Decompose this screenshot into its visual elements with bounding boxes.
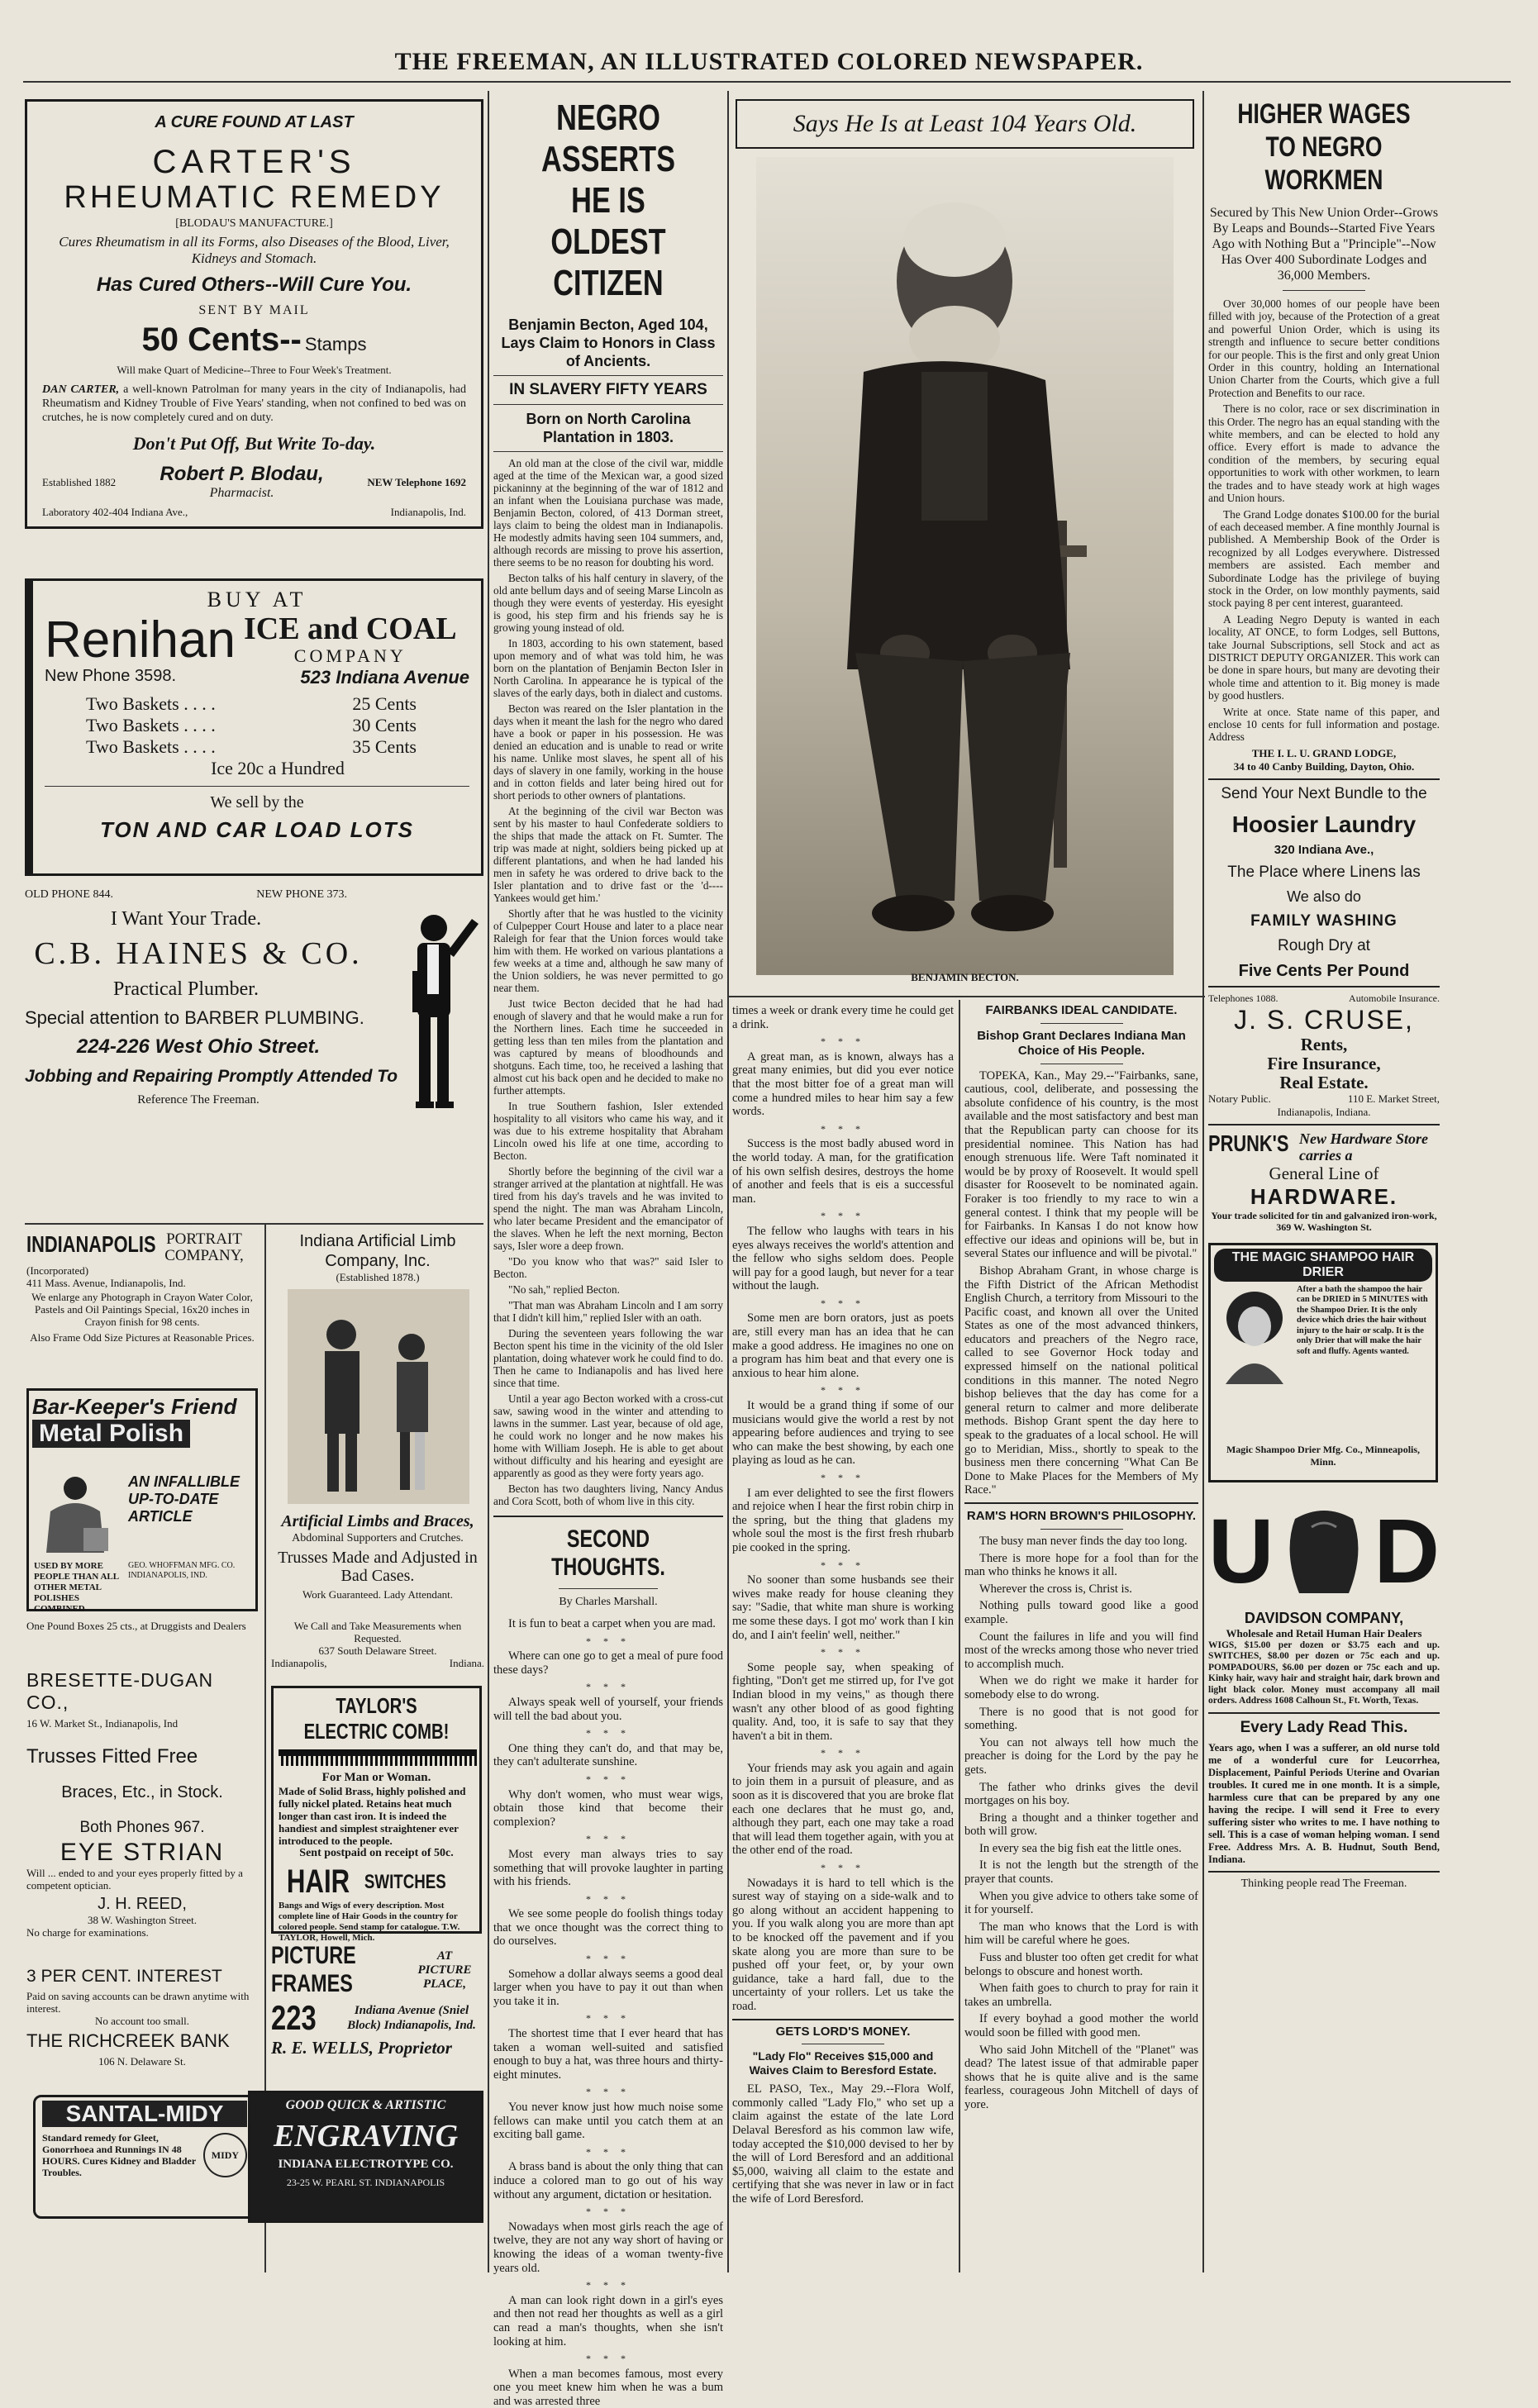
eye-text: Will ... ended to and your eyes properly fitted by a competent optician. xyxy=(26,1867,243,1892)
carter-dan-text: a well-known Patrolman for many years in the city of Indianapolis, had Rheumatism and Kidney Trouble of Five Years' standing, when not confined to bed was on crutches, he is now completely cured and on duty. xyxy=(42,383,466,424)
carter-lab: Laboratory 402-404 Indiana Ave., xyxy=(42,506,188,518)
barkeeper-title: Bar-Keeper's Friend xyxy=(32,1394,237,1419)
richcreek-address: 106 N. Delaware St. xyxy=(98,2055,186,2068)
photo-bottom-rule xyxy=(727,996,1205,997)
eye-title: EYE STRIAN xyxy=(60,1839,225,1866)
right-column xyxy=(1208,98,1440,2279)
column-rule xyxy=(959,1000,960,2272)
limb-est: (Established 1878.) xyxy=(336,1271,420,1283)
prunk-text: Your trade solicited for tin and galvanized iron-work, 369 W. Washington St. xyxy=(1211,1209,1437,1233)
wages-address-1: THE I. L. U. GRAND LODGE, xyxy=(1251,746,1397,759)
masthead: THE FREEMAN, AN ILLUSTRATED COLORED NEWSPAPER. xyxy=(394,48,1144,75)
thought-paragraph: Where can one go to get a meal of pure food these days? xyxy=(493,1649,723,1677)
article-paragraph: During the seventeen years following the war Becton spent his time in the vicinity of the old Isler plantation, doing whatever work he could find to do. Then he came to Indianapolis and has lived here since that time. xyxy=(493,1327,723,1389)
limb-title: Indiana Artificial Limb Company, Inc. xyxy=(299,1232,456,1270)
renihan-sell: We sell by the xyxy=(210,793,304,811)
ramshorn-paragraph: Fuss and bluster too often get credit for what belongs to obscure and honest worth. xyxy=(964,1951,1198,1978)
limb-h2: Abdominal Supporters and Crutches. xyxy=(292,1532,464,1544)
plumber-figure-icon xyxy=(393,905,483,1120)
thought-paragraph: When a man becomes famous, most every one you meet knew him when he was a bum and was arrested three xyxy=(493,2367,723,2408)
ramshorn-paragraph: In every sea the big fish eat the little ones. xyxy=(979,1841,1182,1855)
article-body xyxy=(493,457,723,1507)
article-paragraph: "Do you know who that was?" said Isler to Becton. xyxy=(493,1255,723,1280)
portrait-address: 411 Mass. Avenue, Indianapolis, Ind. xyxy=(26,1277,186,1289)
limb-call: We Call and Take Measurements when Requested. xyxy=(293,1620,462,1644)
haines-ref: Reference The Freeman. xyxy=(137,1093,260,1106)
ramshorn-paragraph: When faith goes to church to pray for rain it takes an umbrella. xyxy=(964,1982,1198,2009)
lady-title: Every Lady Read This. xyxy=(1240,1718,1408,1736)
bresette-address: 16 W. Market St., Indianapolis, Ind xyxy=(26,1717,179,1730)
carter-cured: Has Cured Others--Will Cure You. xyxy=(96,274,412,296)
haines-want: I Want Your Trade. xyxy=(110,908,262,930)
article-paragraph: "That man was Abraham Lincoln and I am sorry that I didn't kill him," replied Isler with an oath. xyxy=(493,1299,723,1324)
hair-switch-icon xyxy=(1278,1502,1369,1601)
richcreek-text: Paid on saving accounts can be drawn anytime with interest. xyxy=(26,1990,250,2015)
second-thoughts-byline: By Charles Marshall. xyxy=(559,1596,658,1608)
limb-h3: Trusses Made and Adjusted in Bad Cases. xyxy=(278,1549,478,1585)
portrait-city: INDIANAPOLIS xyxy=(26,1231,156,1257)
fairbanks-paragraph: Bishop Abraham Grant, in whose charge is the Fifth District of the African Methodist English Church, a territory from Missouri to the Pacific coast, and known all over the United States as one of the most advanced thinkers, educators and preachers of the Negro race, called to see Governor Hock today and expressed himself on the national political conditions in this manner. The noted Negro bishop believes that the day has come for a general return to calmer and more deliberate methods. Bishop Grant spent the day here to speak to the graduates of a local school. He will go to Meridian, Miss., shortly to speak to the business men there concerning "What Can Be Done to Make Places for the Members of My Race." xyxy=(964,1263,1198,1497)
haines-address: 224-226 West Ohio Street. xyxy=(76,1035,321,1058)
richcreek-name: THE RICHCREEK BANK xyxy=(26,2030,230,2051)
shampoo-text: After a bath the shampoo the hair can be DRIED in 5 MINUTES with the Shampoo Drier. It is the only device which dries the hair without injury to the hair or scalp. It is the only Drier that will make the hair soft and fluffy. Agents wanted. xyxy=(1297,1284,1428,1356)
oldest-citizen-article xyxy=(493,98,723,2408)
cruse-estate: Real Estate. xyxy=(1279,1072,1369,1092)
carter-dont: Don't Put Off, But Write To-day. xyxy=(132,433,376,454)
ramshorn-paragraph: It is not the length but the strength of the prayer that counts. xyxy=(964,1858,1198,1887)
richcreek-interest: 3 PER CENT. INTEREST xyxy=(26,1967,222,1986)
gets-title: GETS LORD'S MONEY. xyxy=(775,2024,911,2039)
fairbanks-column xyxy=(964,1004,1198,2281)
haines-old-phone: OLD PHONE 844. xyxy=(25,888,113,901)
wages-paragraph: There is no color, race or sex discrimination in this Order. The negro has an equal standing with the white members, and can be elected to hold any office. Every effort is made to advance the condition of the members, by securing equal opportunities to work with other workmen, to learn the trades and to have steady work at high wages and Union hours. xyxy=(1208,402,1440,505)
renihan-phone: New Phone 3598. xyxy=(45,667,177,685)
wages-address-2: 34 to 40 Canby Building, Dayton, Ohio. xyxy=(1233,759,1415,773)
gets-deck: "Lady Flo" Receives $15,000 and Waives Claim to Beresford Estate. xyxy=(749,2049,937,2077)
richcreek-ad xyxy=(26,1967,258,2091)
portrait-also: Also Frame Odd Size Pictures at Reasonable Prices. xyxy=(30,1331,255,1344)
column-rule xyxy=(488,91,489,2272)
ramshorn-paragraph: If every boyhad a good mother the world would soon be filled with good men. xyxy=(964,2012,1198,2039)
limb-city-left: Indianapolis, xyxy=(271,1657,327,1669)
article-paragraph: Shortly after that he was hustled to the vicinity of Culpepper Court House and later to a place near Raleigh for fear that the Union forces would take him with them. He worked on various plantations a few weeks at a time and, although he saw many of the Union soldiers, he was never permitted to go near them. xyxy=(493,907,723,994)
thought-paragraph: We see some people do foolish things today that we once thought was the correct thing to do ourselves. xyxy=(493,1907,723,1949)
comb-icon xyxy=(279,1748,477,1768)
thought-paragraph: Why don't women, who must wear wigs, obtain those kind that become their complexion? xyxy=(493,1787,723,1829)
santal-title: SANTAL-MIDY xyxy=(42,2101,247,2127)
comb-ad xyxy=(271,1686,482,1943)
ramshorn-paragraph: The man who knows that the Lord is with him will be careful where he goes. xyxy=(964,1920,1198,1948)
lady-text: Years ago, when I was a sufferer, an old nurse told me of a wonderful cure for Leucorrhea, Displacement, Painful Periods Uterine and Ovarian troubles. It cured me in one month. It is a simple, harmless cure that can be prepared by any one having the recipe. I will send it Free to every suffering sister who writes to me. I have nothing to sell. This is a case of woman helping woman. I send Free. Address Mrs. A. B. Hudnut, South Bend, Indiana. xyxy=(1208,1741,1440,1865)
fairbanks-title: FAIRBANKS IDEAL CANDIDATE. xyxy=(985,1003,1178,1017)
davidson-text: WIGS, $15.00 per dozen or $3.75 each and up. SWITCHES, $8.00 per dozen or 75c each and up. POMPADOURS, $6.00 per dozen or 75c each and up. Kinky hair, wavy hair and straight hair, dark brown and light black color. Money must accompany all mail orders. Address 1608 Calhoun St., Ft. Worth, Texas. xyxy=(1208,1639,1440,1706)
frames-name: R. E. WELLS, Proprietor xyxy=(271,2038,452,2058)
limb-city-right: Indiana. xyxy=(449,1657,484,1669)
ramshorn-paragraph: The father who drinks gives the devil mortgages on his boy. xyxy=(964,1780,1198,1808)
renihan-lots: TON AND CAR LOAD LOTS xyxy=(100,817,414,842)
cruse-city: Indianapolis, Indiana. xyxy=(1277,1105,1371,1118)
wages-paragraph: The Grand Lodge donates $100.00 for the burial of each deceased member. A fine monthly Journal is published. A Membership Book of the Order is recognized by all Lodges everywhere. Distressed members are assisted. Each member and Subordinate Lodge has the privilege of buying stock in the Order, on low monthly payments, said stock paying 8 per cent interest, guaranteed. xyxy=(1208,507,1440,610)
frames-ad xyxy=(271,1942,484,2082)
barkeeper-slogan: AN INFALLIBLE UP-TO-DATE ARTICLE xyxy=(128,1473,240,1525)
davidson-initial-left: U xyxy=(1208,1500,1274,1602)
renihan-name: Renihan xyxy=(45,612,236,669)
carter-city: Indianapolis, Ind. xyxy=(390,506,466,518)
laundry-address: 320 Indiana Ave., xyxy=(1274,842,1374,857)
thought-paragraph: No sooner than some husbands see their wives make ready for house cleaning they say: "Sadie, that white man shure is working me some these days. I got mo' work than I kin do, and I ain't feelin' well, neither." xyxy=(732,1573,954,1642)
shampoo-maker: Magic Shampoo Drier Mfg. Co., Minneapolis, Minn. xyxy=(1226,1443,1421,1468)
limb-ad xyxy=(271,1231,484,1620)
limb-h1: Artificial Limbs and Braces, xyxy=(281,1512,474,1530)
thought-paragraph: Most every man always tries to say something that will provoke laughter in parting with his friends. xyxy=(493,1847,723,1889)
engraving-top: GOOD QUICK & ARTISTIC xyxy=(285,2098,446,2112)
ramshorn-paragraph: Count the failures in life and you will find most of the wrecks among those who never tried to accomplish much. xyxy=(964,1630,1198,1671)
article-paragraph: Until a year ago Becton worked with a cross-cut saw, sawing wood in the winter and attending to lawns in the summer. Last year, because of old age, he could work no longer and he now makes his home with William Joseph. He is able to get about without difficulty and his hearing and eyesight are apparently as good as they were forty years ago. xyxy=(493,1392,723,1479)
wages-title: HIGHER WAGES TO NEGRO WORKMEN xyxy=(1237,98,1411,196)
bresette-name: BRESETTE-DUGAN CO., xyxy=(26,1669,214,1713)
renihan-divider xyxy=(45,786,469,787)
article-deck: Benjamin Becton, Aged 104, Lays Claim to Honors in Class of Ancients. xyxy=(501,316,716,369)
renihan-ice-price: Ice 20c a Hundred xyxy=(211,758,345,778)
article-paragraph: At the beginning of the civil war Becton was sent by his master to haul Confederate soldiers to the ships that made the attack on Ft. Sumter. The trip was made at night, soldiers being picked up at different plantations, and when he had landed his men in safety he was ordered to drive back to the Isler plantation and to drive fast or the 'd---- Yankees would get him.' xyxy=(493,805,723,904)
cruse-rents: Rents, xyxy=(1300,1034,1348,1054)
article-paragraph: Becton has two daughters living, Nancy Andus and Cora Scott, both of whom live in this city. xyxy=(493,1482,723,1507)
wages-deck: Secured by This New Union Order--Grows By Leaps and Bounds--Started Five Years Ago with Nothing But a "Principle"--Now Has Over 400 Subordinate Lodges and 36,000 Members. xyxy=(1209,206,1439,283)
santal-badge: MIDY xyxy=(203,2133,247,2177)
carter-ad xyxy=(25,99,483,529)
portrait-text: We enlarge any Photograph in Crayon Water Color, Pastels and Oil Paintings Special, 16x20 inches in Crayon finish for 98 cents. xyxy=(31,1291,253,1328)
carter-stamps: Stamps xyxy=(304,334,367,355)
laundry-name: Hoosier Laundry xyxy=(1231,811,1417,837)
carter-kicker: A CURE FOUND AT LAST xyxy=(155,113,354,131)
thought-paragraph: Some men are born orators, just as poets are, still every man has an idea that he can make a good address. He imagines no one on a program has him beat and that every one is anxious to hear him alone. xyxy=(732,1311,954,1380)
comb-for: For Man or Woman. xyxy=(321,1771,431,1784)
cruse-fire: Fire Insurance, xyxy=(1267,1053,1381,1073)
prunk-name: PRUNK'S xyxy=(1208,1130,1289,1156)
haines-name: C.B. HAINES & CO. xyxy=(34,936,363,971)
laundry-send: Send Your Next Bundle to the xyxy=(1221,784,1427,802)
bresette-phones: Both Phones 967. xyxy=(79,1819,205,1836)
ramshorn-paragraph: Nothing pulls toward good like a good example. xyxy=(964,1599,1198,1626)
davidson-initial-right: D xyxy=(1374,1500,1440,1602)
laundry-family: FAMILY WASHING xyxy=(1250,911,1398,930)
limb-ad-footer xyxy=(271,1620,484,1678)
ramshorn-paragraph: Bring a thought and a thinker together and both will grow. xyxy=(964,1811,1198,1839)
gets-text: EL PASO, Tex., May 29.--Flora Wolf, commonly called "Lady Flo," who set up a claim against the estate of the late Lord Delaval Beresford as his common law wife, today accepted the $10,000 devised to her by the will of Lord Beresford and an additional $5,000, waiving all claim to the estate and certifying that she was never in law or in fact the wife of Lord Beresford. xyxy=(732,2082,954,2206)
barkeeper-maker: GEO. WHOFFMAN MFG. CO. INDIANAPOLIS, IND. xyxy=(128,1561,236,1580)
cruse-address: 110 E. Market Street, xyxy=(1347,1092,1440,1105)
renihan-row: Two Baskets . . . . 30 Cents xyxy=(86,715,417,735)
davidson-name: DAVIDSON COMPANY, xyxy=(1244,1609,1404,1626)
carter-price: 50 Cents-- xyxy=(141,321,302,358)
masthead-rule xyxy=(23,81,1511,83)
ramshorn-paragraph: When we do right we make it harder for somebody else to do wrong. xyxy=(964,1674,1198,1701)
frames-address: Indiana Avenue (Sniel Block) Indianapolis, Ind. xyxy=(347,2004,476,2032)
shampoo-ad xyxy=(1208,1243,1438,1482)
carter-pharm-name: Robert P. Blodau, xyxy=(160,463,324,485)
comb-text: Made of Solid Brass, highly polished and fully nickel plated. Retains heat much longer than cast iron. It is indeed the handiest and simplest straightener ever introduced to the people. xyxy=(279,1785,466,1847)
portrait-ad xyxy=(26,1231,258,1397)
thought-paragraph: Your friends may ask you again and again to join them in a pursuit of pleasure, and as soon as it is discovered that you are broke flat each one declares that he must go, and, although they part, each one may take a road that will lead them together again, with you at the other end of the road. xyxy=(732,1761,954,1858)
eye-exam: No charge for examinations. xyxy=(26,1926,149,1939)
barkeeper-sub: Metal Polish xyxy=(32,1420,190,1448)
article-paragraph: In true Southern fashion, Isler extended hospitality to all visitors who came his way, and it was due to his extreme hospitality that Abraham Lincoln owed his life at one time, according to Becton. xyxy=(493,1100,723,1162)
comb-switches: SWITCHES xyxy=(364,1870,446,1893)
thought-paragraph: The shortest time that I ever heard that has taken a woman well-suited and satisfied enough to buy a hat, was three hours and thirty-eight minutes. xyxy=(493,2027,723,2082)
second-thoughts-title: SECOND THOUGHTS. xyxy=(551,1525,665,1581)
haines-new-phone: NEW PHONE 373. xyxy=(256,888,347,901)
santal-ad xyxy=(33,2095,256,2219)
limb-photo xyxy=(288,1289,469,1504)
renihan-address: 523 Indiana Avenue xyxy=(300,667,469,688)
ramshorn-paragraph: Wherever the cross is, Christ is. xyxy=(979,1582,1132,1596)
article-paragraph: Just twice Becton decided that he had had enough of slavery and that he would make a run for the Northern lines. Each time he succeeded in getting less than ten miles from the plantation and was captured by means of bloodhounds and shotguns. Each time, too, he received a lashing that almost cut his back open and he decided to make no further attempts. xyxy=(493,997,723,1097)
haines-jobbing: Jobbing and Repairing Promptly Attended To xyxy=(25,1067,398,1086)
barkeeper-used: USED BY MORE PEOPLE THAN ALL OTHER METAL POLISHES COMBINED xyxy=(34,1561,119,1614)
eye-address: 38 W. Washington Street. xyxy=(88,1914,197,1926)
laundry-rough: Rough Dry at xyxy=(1278,936,1370,954)
lady-footer: Thinking people read The Freeman. xyxy=(1240,1877,1407,1890)
wages-paragraph: Over 30,000 homes of our people have been filled with joy, because of the Protection of a great and powerful Union Order, which is using its strength and influence to secure better conditions for our people. This is the first and only great Union Order in this country, holding an International Union Charter from the Courts, which give a full Protection and Benefits to our race. xyxy=(1208,297,1440,399)
carter-quart: Will make Quart of Medicine--Three to Four Week's Treatment. xyxy=(117,364,392,376)
comb-sent: Sent postpaid on receipt of 50c. xyxy=(299,1847,454,1859)
comb-title: TAYLOR'S ELECTRIC COMB! xyxy=(303,1693,450,1744)
thought-paragraph: Somehow a dollar always seems a good deal larger when you have to pay it out than when you take it in. xyxy=(493,1967,723,2008)
cruse-notary: Notary Public. xyxy=(1208,1092,1271,1105)
carter-dan: DAN CARTER, xyxy=(42,383,120,396)
thought-paragraph: Always speak well of yourself, your friends will tell the bad about you. xyxy=(493,1695,723,1723)
engraving-sub: INDIANA ELECTROTYPE CO. xyxy=(278,2158,454,2171)
wages-paragraph: Write at once. State name of this paper, and enclose 10 cents for full information and postage. Address xyxy=(1208,705,1440,744)
photo-caption: Says He Is at Least 104 Years Old. xyxy=(793,110,1137,137)
second-thoughts-body: It is fun to beat a carpet when you are mad. * * * Where can one go to get a meal of pure food these days? * * * Always speak well of yourself, your friends will tell the bad about you. * * * One thing they can't do, and that may be, they can't adulterate sunshine. * * * Why don't women, who must wear wigs, obtain those kind that become their complexion? * * * Most every man always tries to say something that will provoke laughter in parting with his friends. * * * We see some people do foolish things today that we once thought was the correct thing to do ourselves. * * * Somehow a dollar always seems a good deal larger when you have to pay it out than when you take it in. * * * The shortest time that I ever heard that has taken a woman well-suited and satisfied enough to buy a hat, was three hours and thirty-eight minutes. * * * You never know just how much noise some fellows can make until you catch them at an exciting ball game. * * * A brass band is about the only thing that can induce a colored man to go out of his way without any argument, dictation or hesitation. * * * Nowadays when most girls reach the age of twelve, they are not any way short of having or knowing the ideas of a woman twenty-five years old. * * * A man can look right down in a girl's eyes and then not read her thoughts as well as a girl can read a man's thoughts, when she isn't looking at him. * * * When a man becomes famous, most every one you meet knew him when he was a bum and was arrested three xyxy=(493,1617,723,2408)
column-rule xyxy=(1202,91,1204,2272)
thought-paragraph: I am ever delighted to see the first flowers and rejoice when I hear the first robin chirp in the spring, but the thing that gladens my whole soul the most is the first fresh rhubarb pie cooked in the spring. xyxy=(732,1486,954,1554)
wages-paragraph: A Leading Negro Deputy is wanted in each locality, AT ONCE, to form Lodges, sell Buttons, take Journal Subscriptions, sell Stock and act as DISTRICT DEPUTY ORGANIZER. This work can be done in spare hours, but many are devoting their whole time and attention to it. Big money is made by good hustlers. xyxy=(1208,612,1440,702)
person-polishing-icon xyxy=(34,1470,117,1561)
fairbanks-paragraph: TOPEKA, Kan., May 29.--"Fairbanks, sane, cautious, cool, deliberate, and possessing the absolute confidence of his country, is the most available and the most satisfactory and best man that the Republican party can choose for its presidential nominee. This Nation has had enough strenuous life. Were Taft nominated it would be by proxy of Roosevelt. It would spell disaster for Roosevelt to be nominated again. Foraker is too friendly to my race to win a general contest. I think that my people will be for Fairbanks. In Kansas I do not know how effective our ideas and opinions will be, but in several States our influence and will be pivotal." xyxy=(964,1068,1198,1261)
renihan-ice: ICE and COAL xyxy=(243,612,457,646)
eye-name: J. H. REED, xyxy=(98,1895,187,1913)
renihan-row: Two Baskets . . . . 35 Cents xyxy=(86,736,417,757)
davidson-sub: Wholesale and Retail Human Hair Dealers xyxy=(1226,1626,1422,1639)
prunk-hardware: HARDWARE. xyxy=(1250,1183,1398,1209)
thought-paragraph: You never know just how much noise some fellows can make until you catch them at an exciting ball game. xyxy=(493,2101,723,2142)
bresette-trusses: Trusses Fitted Free xyxy=(26,1745,198,1768)
carter-cures: Cures Rheumatism in all its Forms, also Diseases of the Blood, Liver, Kidneys and Stomach. xyxy=(59,234,450,266)
carter-pharm-title: Pharmacist. xyxy=(209,486,274,500)
frames-num: 223 xyxy=(271,1998,317,2037)
renihan-buy-at: BUY AT xyxy=(207,588,307,612)
cruse-auto: Automobile Insurance. xyxy=(1349,992,1440,1004)
thought-paragraph: Some people say, when speaking of fighting, "Don't get me stirred up, for I've got Indian blood in my veins," as though there wasn't any other blood of as good fighting quality. And, too, it is safe to say that they haven't a bit in them. xyxy=(732,1660,954,1743)
limb-address: 637 South Delaware Street. xyxy=(318,1644,437,1657)
cruse-phone: Telephones 1088. xyxy=(1208,992,1278,1004)
article-deck-3: Born on North Carolina Plantation in 1803. xyxy=(526,411,691,445)
eye-ad xyxy=(26,1839,258,1954)
fairbanks-deck: Bishop Grant Declares Indiana Man Choice of His People. xyxy=(977,1028,1186,1058)
comb-hair: HAIR xyxy=(286,1863,350,1900)
becton-photo xyxy=(756,157,1174,975)
santal-text: Standard remedy for Gleet, Gonorrhoea and Runnings IN 48 HOURS. Cures Kidney and Bladder Troubles. xyxy=(42,2132,196,2178)
article-paragraph: Becton was reared on the Isler plantation in the days when it meant the lash for the negro who dared have a book or paper in his possession. He was denied an education and is unable to read or write his name. Unlike most slaves, he spent all of his days of slavery in one family, working in the house and in cotton fields and later being hired out for short periods to other owners of plantations. xyxy=(493,702,723,802)
thought-paragraph: Success is the most badly abused word in the world today. A man, for the gratification of his own selfish desires, destroys the home of another and feels that is eis a successful man. xyxy=(732,1137,954,1206)
ramshorn-paragraph: There is no good that is not good for something. xyxy=(964,1705,1198,1733)
ramshorn-paragraph: There is more hope for a fool than for the man who thinks he knows it all. xyxy=(964,1551,1198,1579)
laundry-price: Five Cents Per Pound xyxy=(1238,961,1410,980)
thought-paragraph: It would be a grand thing if some of our musicians would give the world a rest by not appearing before audiences and trying to see who can make the best showing, by each one playing as loud as he can. xyxy=(732,1399,954,1468)
photo-caption-box xyxy=(736,99,1194,149)
article-paragraph: "No sah," replied Becton. xyxy=(508,1283,620,1296)
ramshorn-paragraph: The busy man never finds the day too long. xyxy=(979,1535,1188,1548)
ramshorn-title: RAM'S HORN BROWN'S PHILOSOPHY. xyxy=(966,1509,1197,1523)
cruse-name: J. S. CRUSE, xyxy=(1234,1004,1414,1035)
column-rule xyxy=(727,91,729,2272)
thought-paragraph: A brass band is about the only thing that can induce a colored man to go out of his way without any argument, dictation or hesitation. xyxy=(493,2160,723,2201)
portrait-name: PORTRAIT COMPANY, xyxy=(164,1230,244,1264)
engraving-title: ENGRAVING xyxy=(273,2119,459,2153)
renihan-ad xyxy=(25,578,483,876)
photo-label: BENJAMIN BECTON. xyxy=(911,971,1019,983)
article-paragraph: An old man at the close of the civil war, middle aged at the time of the Mexican war, a good sized pickaninny at the beginning of the war of 1812 and an infant when the Louisiana purchase was made, Benjamin Becton, colored, of 413 Dorman street, lays claim to being the oldest man in Indianapolis. He modestly admits having seen 104 summers, and, although records are missing to prove his assertion, there seems to be no reason for doubting his word. xyxy=(493,457,723,569)
frames-at: AT PICTURE PLACE, xyxy=(417,1949,472,1991)
laundry-place: The Place where Linens las xyxy=(1227,863,1421,881)
haines-special: Special attention to BARBER PLUMBING. xyxy=(25,1007,364,1028)
prunk-general: General Line of xyxy=(1269,1163,1379,1183)
engraving-addr: 23-25 W. PEARL ST. INDIANAPOLIS xyxy=(286,2177,445,2188)
ramshorn-paragraph: You can not always tell how much the preacher is doing for the Lord by the pay he gets. xyxy=(964,1735,1198,1777)
carter-manuf: [BLODAU'S MANUFACTURE.] xyxy=(175,217,333,230)
thought-paragraph: A man can look right down in a girl's eyes and then not read her thoughts as well as a girl can read a man's thoughts, when she isn't looking at him. xyxy=(493,2293,723,2349)
ramshorn-paragraph: Who said John Mitchell of the "Planet" was dead? The latest issue of that admirable paper shows that he is quite alive and is the same fearless, courageous John Mitchell of days of yore. xyxy=(964,2043,1198,2111)
article-headline: NEGRO ASSERTS HE IS OLDEST CITIZEN xyxy=(540,98,676,303)
carter-title-2: RHEUMATIC REMEDY xyxy=(64,180,445,215)
haines-ad xyxy=(25,888,483,1219)
thought-paragraph: Nowadays it is hard to tell which is the surest way of staying on a side-walk and to go along without an accident happening to you. If you walk along you are more than apt to be knocked off the pavement and if you skate along you are more than sure to be pushed off your feet, or, by your own guidance, take a hard fall, due to the uncertainty of your rollers. Let us take the road. xyxy=(732,1876,954,2013)
wages-body xyxy=(1208,297,1440,744)
woman-portrait-icon xyxy=(1217,1285,1292,1384)
carter-title: CARTER'S xyxy=(152,144,356,180)
carter-mail: SENT BY MAIL xyxy=(198,303,310,317)
thought-paragraph: One thing they can't do, and that may be, they can't adulterate sunshine. xyxy=(493,1741,723,1769)
bresette-braces: Braces, Etc., in Stock. xyxy=(61,1783,223,1801)
barkeeper-ad xyxy=(26,1388,258,1614)
laundry-also: We also do xyxy=(1287,888,1361,905)
thoughts-continued: times a week or drank every time he could get a drink. * * * A great man, as is known, always has a great many enimies, but did you ever notice that the most bitter foe of a great man will come a hundred miles to hear him say a few words. * * * Success is the most badly abused word in the world today. A man, for the gratification of his own selfish desires, destroys the home of another and feels that is eis a successful man. * * * The fellow who laughs with tears in his eyes always receives the world's attention and the fellow who sighs seldom does. People will pay for a good laugh, but never for a tear without the laugh. * * * Some men are born orators, just as poets are, still every man has an idea that he can make a good address. He imagines no one on a program has him beat and that every one is anxious to hear him alone. * * * It would be a grand thing if some of our musicians would give the world a rest by not appearing before audiences and trying to see who can make the best showing, by each one playing as loud as he can. * * * I am ever delighted to see the first flowers and rejoice when I hear the first robin chirp in the spring, but the thing that gladens my whole soul the most is the first fresh rhubarb pie cooked in the spring. * * * No sooner than some husbands see their wives make ready for house cleaning they say: "Sadie, that white man shure is working me some these days. I got mo' work than I kin do, and I ain't feelin' well, neither." * * * Some people say, when speaking of fighting, "Don't get me stirred up, for I've got Indian blood in my veins," as though there wasn't any other blood of as good fighting quality. And, too, it is safe to say that they haven't a bit in them. * * * Your friends may ask you again and again to join them in a pursuit of pleasure, and as soon as it is discovered that you are broke flat each one declares that he must go, and, although they part, each one may take a road that will lead them together again, with you at the other end of the road. * * * Nowadays it is hard to tell which is the surest way of staying on a side-walk and to go along without an accident happening to you. If you walk along you are more than apt to be knocked off the pavement and if you skate along you are more than sure to be pushed off your feet, or, by your own guidance, take a hard fall, due to the uncertainty of your rollers. Let us take the road. GETS LORD'S MONEY. "Lady Flo" Receives $15,000 and Waives Claim to Beresford Estate. EL PASO, Tex., May 29.--Flora Wolf, commonly called "Lady Flo," who set up a claim against the estate of the late Lord Delaval Beresford as his common law wife, today accepted the $10,000 devised to her by the will of Lord Beresford and an additional $5,000, waiving all claim to the estate and certifying that she was never in law or in fact the wife of Lord Beresford. xyxy=(732,1004,954,2206)
renihan-row: Two Baskets . . . . 25 Cents xyxy=(86,693,417,714)
article-deck-2: IN SLAVERY FIFTY YEARS xyxy=(509,381,707,398)
richcreek-account: No account too small. xyxy=(94,2015,190,2027)
engraving-ad xyxy=(248,2091,483,2223)
article-paragraph: Becton talks of his half century in slavery, of the old ante bellum days and of seeing Marse Lincoln as though they were events of yesterday. His eyesight is good, his step firm and his friends say he is growing young instead of old. xyxy=(493,572,723,634)
thought-paragraph: times a week or drank every time he could get a drink. xyxy=(732,1004,954,1031)
carter-phone: NEW Telephone 1692 xyxy=(367,475,466,488)
thought-paragraph: A great man, as is known, always has a great many enimies, but did you ever notice that the most bitter foe of a great man will come a hundred miles to hear him say a few words. xyxy=(732,1049,954,1119)
frames-title: PICTURE FRAMES xyxy=(271,1942,356,1997)
limb-work: Work Guaranteed. Lady Attendant. xyxy=(302,1588,453,1601)
thought-paragraph: It is fun to beat a carpet when you are mad. xyxy=(508,1617,716,1630)
thought-paragraph: The fellow who laughs with tears in his eyes always receives the world's attention and the fellow who sighs seldom does. People will pay for a good laugh, but never for a tear without the laugh. xyxy=(732,1224,954,1293)
bresette-ad xyxy=(26,1669,258,1836)
barkeeper-boxes: One Pound Boxes 25 cts., at Druggists and Dealers xyxy=(26,1620,246,1632)
article-paragraph: In 1803, according to his own statement, based upon memory and of what was told him, he was born on the plantation of Benjamin Becton Isler in North Carolina. In appearance he is typical of the slaves of the early days, both in dialect and customs. xyxy=(493,637,723,699)
portrait-inc: (Incorporated) xyxy=(26,1264,89,1277)
ramshorn-paragraph: When you give advice to others take some of it for yourself. xyxy=(964,1889,1198,1917)
carter-established: Established 1882 xyxy=(42,475,117,488)
renihan-company: COMPANY xyxy=(293,645,407,666)
left-divider xyxy=(25,1223,483,1225)
shampoo-title: THE MAGIC SHAMPOO HAIR DRIER xyxy=(1214,1249,1432,1282)
article-paragraph: Shortly before the beginning of the civil war a stranger arrived at the plantation at nightfall. He was tired from his day's travels and he was invited to spend the night. The man was Abraham Lincoln, who later became President and the emancipator of the slaves. When he left the next morning, Becton says, Isler wore a deep frown. xyxy=(493,1165,723,1252)
haines-trade: Practical Plumber. xyxy=(113,978,259,1000)
thought-paragraph: Nowadays when most girls reach the age of twelve, they are not any way short of having or knowing the ideas of a woman twenty-five years old. xyxy=(493,2220,723,2275)
comb-bangs: Bangs and Wigs of every description. Most complete line of Hair Goods in the country for colored people. Send stamp for catalogue. T.W. TAYLOR, Howell, Mich. xyxy=(279,1901,460,1943)
prunk-store: New Hardware Store carries a xyxy=(1299,1130,1429,1164)
